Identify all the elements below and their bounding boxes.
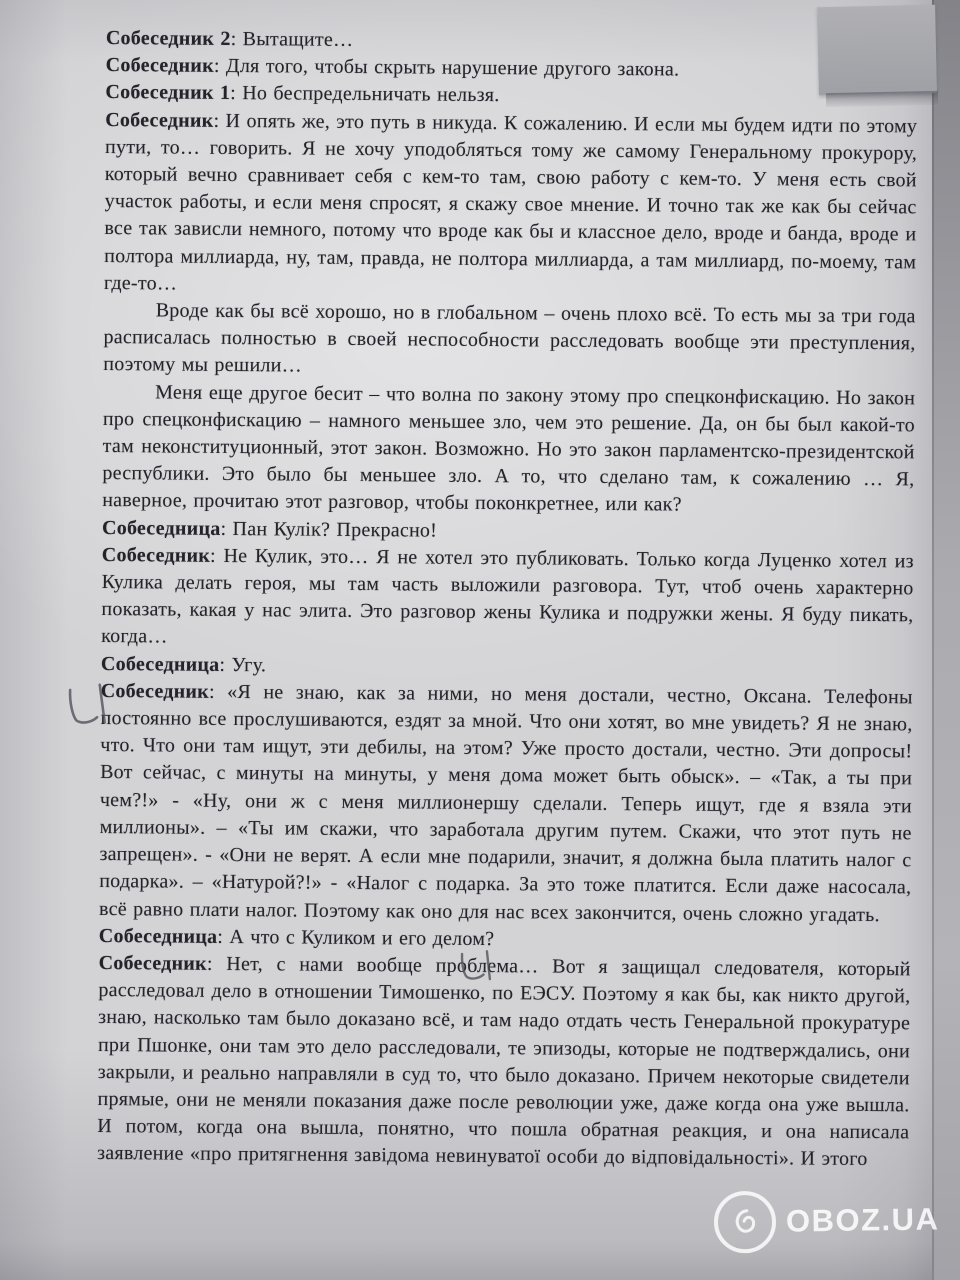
speaker-separator: :: [219, 653, 232, 676]
transcript-text-block: [97, 25, 918, 1174]
speaker-separator: :: [217, 925, 230, 948]
speaker-name: Собеседник: [105, 54, 215, 78]
paragraph-text: Для того, чтобы скрыть нарушение другого закона.: [225, 55, 680, 81]
paragraph-text: Но беспредельничать нельзя.: [242, 82, 500, 107]
paragraph-text: Нет, с нами вообще проблема… Вот я защищал следователя, который расследовал дело в отношении Тимошенко, по ЕЭСУ. Поэтому я как бы, как никто другой, знаю, насколько там было доказано всё, и там надо отдать честь Генеральной прокуратуре при Пшонке, они там это дело расследовали, те эпизоды, которые не подтверждались, они закрыли, и реально направляли в суд то, что было доказано. Причем некоторые свидетели прямые, они не меняли показания даже после революции уже, даже когда она уже вышла. И потом, когда она вышла, понятно, что пошла обратная реакция, и она написала заявление «про притягнення завідома невинуватої особи до відповідальності». И этого: [97, 952, 911, 1171]
page-edge-shadow: [932, 0, 960, 1280]
watermark-text: OBOZ.UA: [785, 1201, 940, 1239]
paragraph-text: Не Кулик, это… Я не хотел это публиковать. Только когда Луценко хотел из Кулика делать героя, мы там часть выложили разговора. Тут, чтоб очень характерно показать, какая у нас элита. Это разговор жены Кулика и подружки жены. Я буду пикать, когда…: [101, 544, 914, 648]
paragraph-text: Вытащите…: [242, 28, 354, 51]
paragraph-text: «Я не знаю, как за ними, но меня достали, честно, Оксана. Телефоны постоянно все прослушиваются, ездят за мной. Что они хотят, во мне увидеть? Я не знаю, что. Что они там ищут, эти дебилы, на этом? Уже просто достали, честно. Эти допросы! Вот сейчас, с минуты на минуты, у меня дома может быть обыск». – «Так, а ты при чем?!» - «Ну, они ж с меня миллионершу сделали. Теперь ищут, где я взяла эти миллионы». – «Ты им скажи, что заработала другим путем. Скажи, что этот путь не запрещен». - «Они не верят. А если мне подарили, значит, я должна была платить налог с подарка». – «Натурой?!» - «Налог с подарка. За это тоже платится. Если даже насосала, всё равно плати налог. Поэтому как оно для нас всех закончится, очень сложно угадать.: [98, 680, 913, 926]
paragraph-text: И опять же, это путь в никуда. К сожалению. И если мы будем идти по этому пути, то… говорить. Я не хочу уподобляться тому же самому Генеральному прокурору, который вечно сравнивает себя с кем-то там, свою работу с кем-то. У меня есть свой участок работы, и если меня спросят, я скажу свое мнение. И точно так же как бы сейчас все так зависли немного, потому что вроде как бы и классное дело, вроде и банда, вроде и полтора миллиарда, ну, там, правда, не полтора миллиарда, а там миллиард, по-моему, там где-то…: [103, 109, 918, 295]
paragraph-text: Угу.: [231, 653, 267, 676]
speaker-separator: :: [230, 82, 243, 105]
paragraph-text: Вроде как бы всё хорошо, но в глобальном – очень плохо всё. То есть мы за три года расписалась полностью в своей неспособности расследовать вообще эти преступления, поэтому мы решили…: [103, 299, 916, 377]
paragraph: [104, 107, 917, 304]
speaker-name: Собеседник: [98, 951, 207, 975]
handwritten-mark-icon: [64, 682, 115, 733]
paragraph: [97, 950, 911, 1174]
watermark: [714, 1188, 940, 1253]
speaker-name: Собеседница: [100, 652, 220, 676]
paragraph-text: Пан Кулік? Прекрасно!: [232, 517, 438, 542]
paragraph-text: А что с Куликом и его делом?: [229, 925, 495, 950]
speaker-separator: :: [230, 27, 243, 51]
speaker-name: Собеседник: [105, 108, 214, 132]
paragraph: [103, 297, 916, 385]
speaker-separator: :: [220, 517, 233, 540]
watermark-logo-icon: [714, 1191, 777, 1254]
speaker-name: Собеседник 2: [105, 26, 231, 50]
paragraph-text: Меня еще другое бесит – что волна по закону этому про спецконфискацию. Но закон про спецконфискацию – намного меньшее зло, чем это решение. Да, он бы был какой-то там неконституционный, этот закон. Возможно. Но это закон парламентско-президентской республики. Это было бы меньшее зло. А то, что сделано там, к сожалению … Я, наверное, прочитаю этот разговор, чтобы поконкретнее, или как?: [102, 381, 916, 516]
paragraph: [102, 379, 915, 521]
speaker-separator: :: [208, 680, 228, 703]
speaker-name: Собеседница: [101, 516, 221, 540]
speaker-name: Собеседник: [101, 543, 211, 567]
speaker-separator: :: [209, 544, 224, 567]
speaker-name: Собеседник 1: [105, 81, 231, 105]
paragraph: [99, 678, 913, 929]
speaker-name: Собеседница: [98, 924, 218, 948]
speaker-separator: :: [206, 952, 227, 975]
speaker-name: Собеседник: [100, 679, 210, 703]
speaker-separator: :: [213, 55, 227, 78]
speaker-separator: :: [213, 109, 226, 132]
paragraph: [101, 542, 914, 657]
handwritten-mark-icon: [457, 949, 497, 986]
